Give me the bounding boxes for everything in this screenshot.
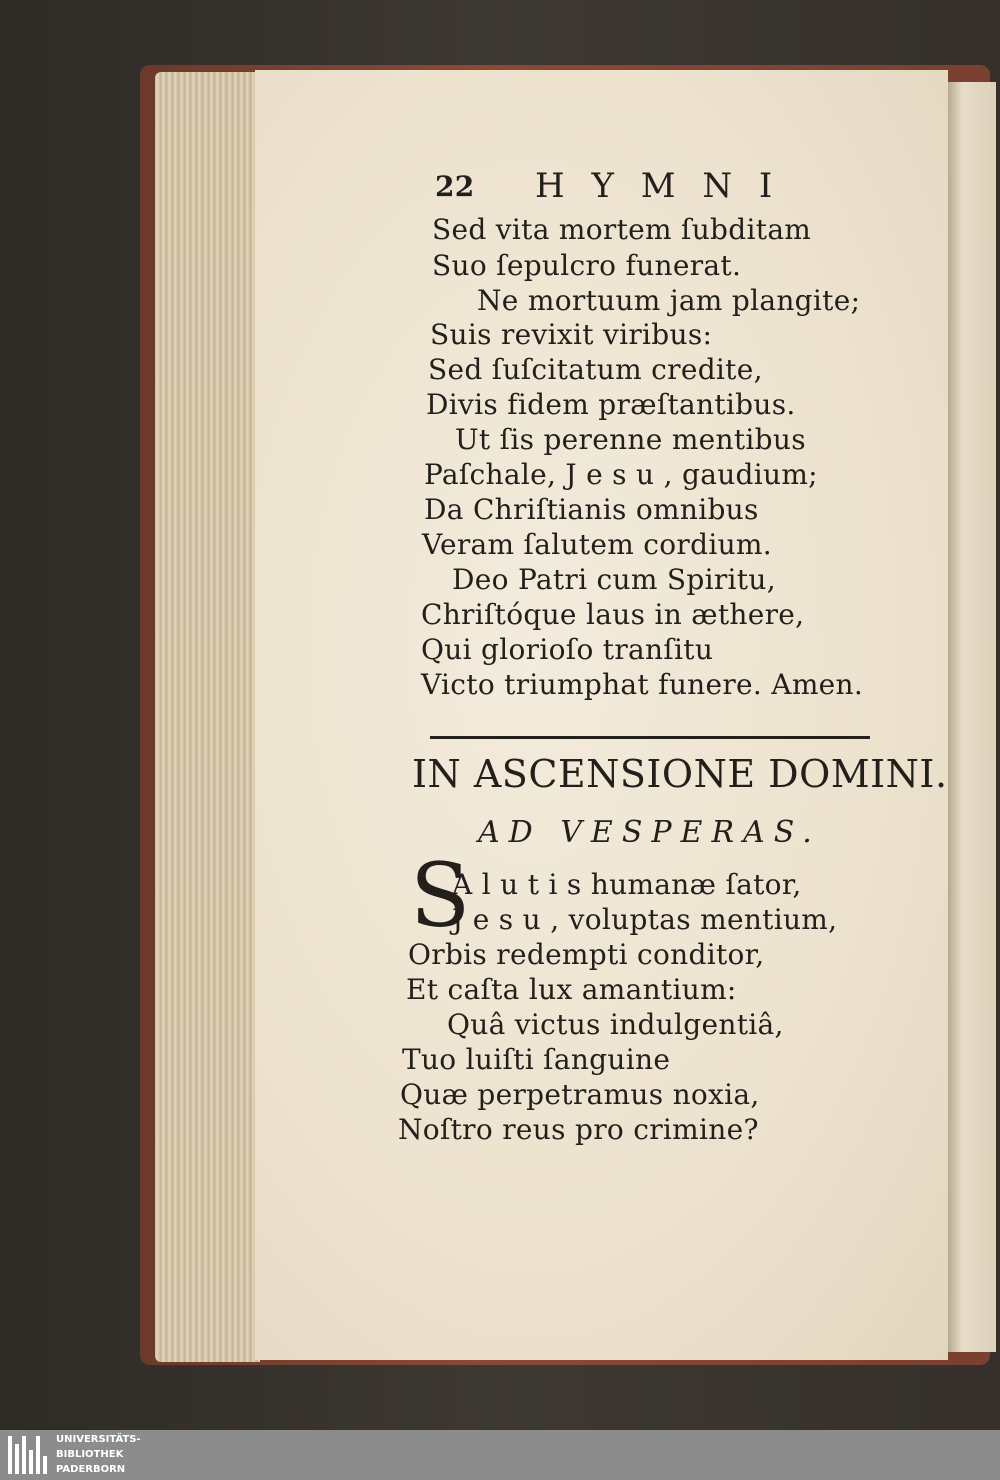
verse-line: Victo triumphat funere. Amen. [421,668,864,701]
library-name-line: PADERBORN [56,1464,126,1475]
library-name-line: UNIVERSITÄTS- [56,1434,141,1445]
verse-line: Qui glorioſo tranſitu [421,633,714,666]
verse-line: J e s u , voluptas mentium, [452,903,838,936]
verse-line: Quæ perpetramus noxia, [400,1078,760,1111]
verse-line: Deo Patri cum Spiritu, [452,563,776,596]
verse-line: Quâ victus indulgentiâ, [447,1008,784,1041]
verse-line: Da Chriſtianis omnibus [424,493,759,526]
section-heading: IN ASCENSIONE DOMINI. [412,752,948,796]
verse-line: Divis fidem præſtantibus. [426,388,796,421]
verse-line: Tuo luiſti ſanguine [402,1043,671,1076]
running-head: H Y M N I [535,166,781,206]
verse-line: Suo ſepulcro funerat. [432,249,742,282]
section-subheading: AD VESPERAS. [478,815,821,850]
verse-line: A l u t i s humanæ ſator, [452,868,802,901]
library-name [56,1432,141,1477]
verse-line: Ut ſis perenne mentibus [455,423,806,456]
verse-line: Chriſtóque laus in æthere, [421,598,805,631]
verse-line: Veram ſalutem cordium. [422,528,772,561]
verse-line: Ne mortuum jam plangite; [477,284,861,317]
page-number: 22 [435,170,475,203]
verse-line: Sed vita mortem ſubditam [432,213,812,246]
verse-line: Et caſta lux amantium: [406,973,737,1006]
page-edges [155,72,260,1362]
verse-line: Suis revixit viribus: [430,318,713,351]
facing-page-edge [948,82,996,1352]
library-footer [0,1430,1000,1480]
verse-line: Sed ſuſcitatum credite, [428,353,763,386]
verse-line: Orbis redempti conditor, [408,938,765,971]
library-name-line: BIBLIOTHEK [56,1449,124,1460]
verse-line: Noſtro reus pro crimine? [398,1113,759,1146]
section-divider [430,736,870,739]
drop-cap: S [410,844,471,947]
verse-line: Paſchale, J e s u , gaudium; [424,458,818,491]
library-logo-icon [8,1436,48,1474]
